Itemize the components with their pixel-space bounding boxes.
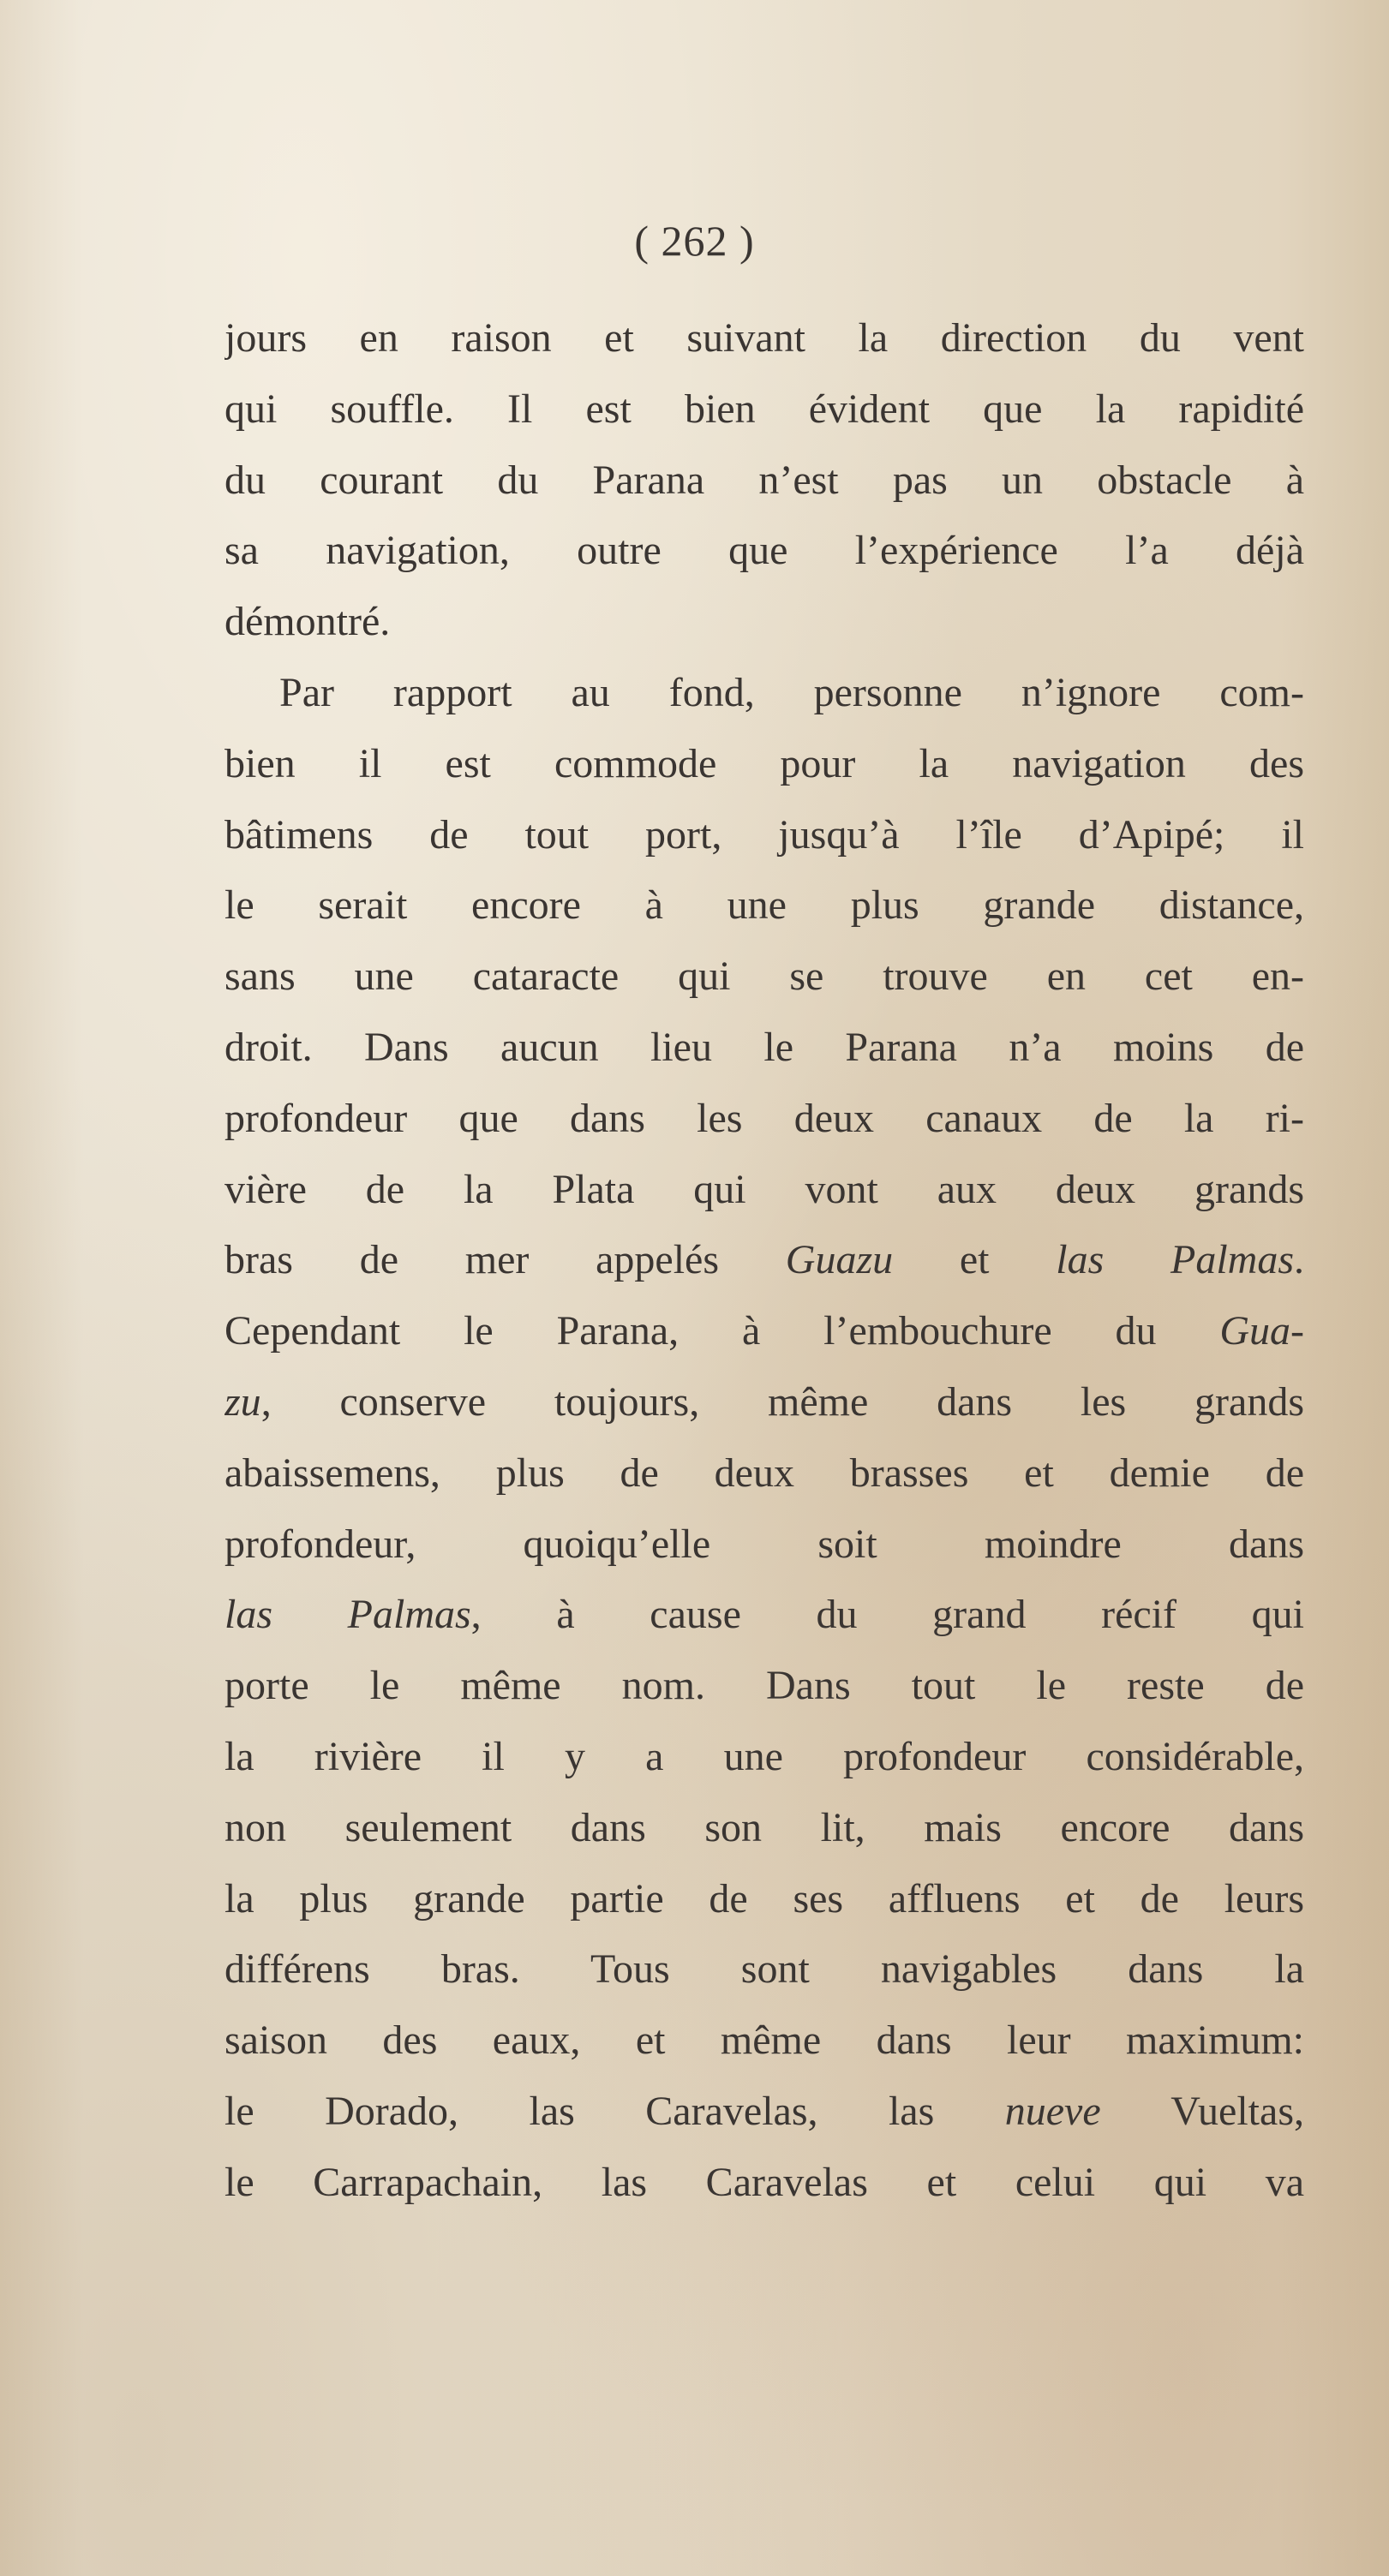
text-line: du courant du Parana n’est pas un obstacle à — [225, 457, 1304, 503]
text-line — [225, 1225, 1304, 1296]
italic-text: las Palmas — [1056, 1237, 1295, 1283]
text-line: Par rapport au fond, personne n’ignore com- — [279, 669, 1304, 715]
text-line: sa navigation, outre que l’expérience l’a déjà — [225, 528, 1304, 574]
text-line: le serait encore à une plus grande distance, — [225, 882, 1304, 929]
text-line: droit. Dans aucun lieu le Parana n’a moins de — [225, 1024, 1304, 1070]
text-run: , à cause du grand récif qui — [470, 1592, 1304, 1638]
text-run: Vueltas, — [1100, 2088, 1304, 2134]
italic-text: las Palmas — [225, 1592, 471, 1638]
text-line: vière de la Plata qui vont aux deux grands — [225, 1166, 1304, 1212]
text-line: jours en raison et suivant la direction du vent — [225, 315, 1304, 361]
text-line: porte le même nom. Dans tout le reste de — [225, 1663, 1304, 1709]
text-line: non seulement dans son lit, mais encore dans — [225, 1804, 1304, 1850]
text-line: qui souffle. Il est bien évident que la rapidité — [225, 386, 1304, 432]
text-run: le Dorado, las Caravelas, las — [225, 2088, 1005, 2134]
text-line: profondeur, quoiqu’elle soit moindre dans — [225, 1521, 1304, 1567]
text-line — [225, 1367, 1304, 1438]
text-line: abaissemens, plus de deux brasses et demie de — [225, 1449, 1304, 1496]
text-run: . — [1294, 1237, 1304, 1283]
text-line: sans une cataracte qui se trouve en cet en- — [225, 953, 1304, 1000]
text-line: bâtimens de tout port, jusqu’à l’île d’Apipé; il — [225, 811, 1304, 858]
text-line — [225, 2077, 1304, 2148]
text-line — [225, 1580, 1304, 1651]
page-number: ( 262 ) — [634, 217, 755, 265]
italic-text: zu — [225, 1378, 261, 1425]
text-run: , conserve toujours, même dans les grands — [260, 1378, 1304, 1425]
text-line: saison des eaux, et même dans leur maximum: — [225, 2017, 1304, 2064]
italic-text: Gua- — [1219, 1308, 1304, 1354]
text-line: la plus grande partie de ses affluens et de leurs — [225, 1875, 1304, 1922]
text-line: le Carrapachain, las Caravelas et celui qui va — [225, 2159, 1304, 2205]
italic-text: Guazu — [785, 1237, 894, 1283]
text-run: et — [893, 1237, 1057, 1283]
text-line: la rivière il y a une profondeur considérable, — [225, 1733, 1304, 1779]
text-line: démontré. — [225, 599, 391, 645]
text-line: profondeur que dans les deux canaux de la ri- — [225, 1095, 1304, 1141]
italic-text: nueve — [1004, 2088, 1101, 2134]
body-text — [225, 303, 1304, 2219]
text-run: Cependant le Parana, à l’embouchure du — [225, 1308, 1220, 1354]
text-line: bien il est commode pour la navigation des — [225, 740, 1304, 786]
text-line: différens bras. Tous sont navigables dans la — [225, 1946, 1304, 1993]
text-run: bras de mer appelés — [225, 1237, 786, 1283]
text-line — [225, 1296, 1304, 1367]
